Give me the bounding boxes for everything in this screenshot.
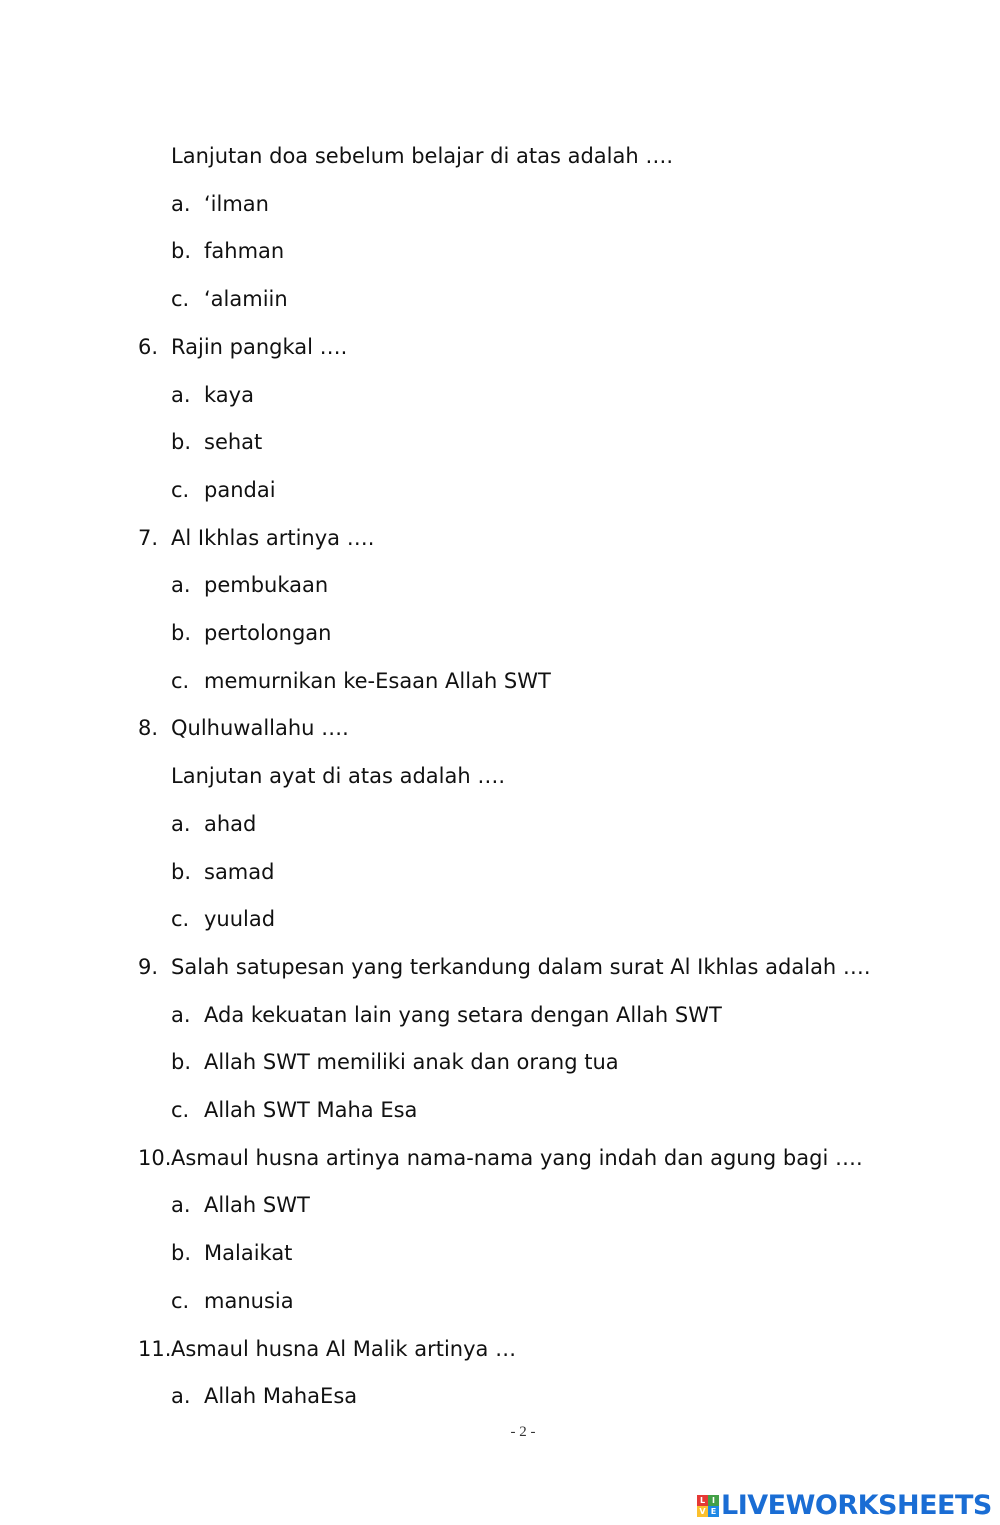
logo-letter: I (708, 1495, 719, 1506)
option-text: Allah SWT (204, 1193, 310, 1217)
option-letter: c. (171, 907, 190, 931)
option-letter: b. (171, 621, 192, 645)
question-number: 6. (138, 335, 159, 359)
option-text: pembukaan (204, 573, 329, 597)
option-letter: b. (171, 1050, 192, 1074)
question-text: Asmaul husna Al Malik artinya … (171, 1337, 517, 1361)
question-number: 8. (138, 716, 159, 740)
option-text: ahad (204, 812, 257, 836)
option-text: pandai (204, 478, 276, 502)
logo-letter: V (697, 1506, 708, 1517)
liveworksheets-logo-icon (697, 1495, 719, 1517)
option-text: Allah MahaEsa (204, 1384, 358, 1408)
question-text: Salah satupesan yang terkandung dalam surat Al Ikhlas adalah …. (171, 955, 871, 979)
question-text: Qulhuwallahu …. (171, 716, 349, 740)
continuation-text: Lanjutan ayat di atas adalah …. (171, 764, 506, 788)
option-text: sehat (204, 430, 263, 454)
option-letter: a. (171, 812, 191, 836)
option-text: Malaikat (204, 1241, 293, 1265)
option-text: yuulad (204, 907, 276, 931)
option-text: Allah SWT memiliki anak dan orang tua (204, 1050, 619, 1074)
option-letter: b. (171, 239, 192, 263)
option-letter: c. (171, 669, 190, 693)
question-text: Asmaul husna artinya nama-nama yang indah dan agung bagi …. (171, 1146, 863, 1170)
option-text: pertolongan (204, 621, 332, 645)
option-text: kaya (204, 383, 254, 407)
option-letter: c. (171, 478, 190, 502)
option-text: ‘alamiin (204, 287, 288, 311)
question-text: Al Ikhlas artinya …. (171, 526, 375, 550)
page-number: - 2 - (510, 1424, 536, 1440)
option-text: ‘ilman (204, 192, 269, 216)
liveworksheets-brand[interactable] (697, 1491, 992, 1521)
brand-name: LIVEWORKSHEETS (721, 1490, 992, 1521)
option-text: samad (204, 860, 275, 884)
logo-letter: E (708, 1506, 719, 1517)
option-letter: b. (171, 860, 192, 884)
option-letter: c. (171, 1098, 190, 1122)
option-letter: b. (171, 430, 192, 454)
option-text: Allah SWT Maha Esa (204, 1098, 418, 1122)
option-text: manusia (204, 1289, 294, 1313)
option-text: Ada kekuatan lain yang setara dengan Allah SWT (204, 1003, 722, 1027)
logo-letter: L (697, 1495, 708, 1506)
option-text: memurnikan ke-Esaan Allah SWT (204, 669, 551, 693)
option-text: fahman (204, 239, 285, 263)
question-number: 10. (138, 1146, 172, 1170)
question-number: 9. (138, 955, 159, 979)
option-letter: a. (171, 573, 191, 597)
question-number: 7. (138, 526, 159, 550)
option-letter: a. (171, 1193, 191, 1217)
option-letter: a. (171, 1003, 191, 1027)
option-letter: a. (171, 192, 191, 216)
question-text: Rajin pangkal …. (171, 335, 348, 359)
option-letter: a. (171, 383, 191, 407)
option-letter: a. (171, 1384, 191, 1408)
option-letter: b. (171, 1241, 192, 1265)
option-letter: c. (171, 1289, 190, 1313)
continuation-text: Lanjutan doa sebelum belajar di atas adalah …. (171, 144, 674, 168)
question-number: 11. (138, 1337, 172, 1361)
option-letter: c. (171, 287, 190, 311)
